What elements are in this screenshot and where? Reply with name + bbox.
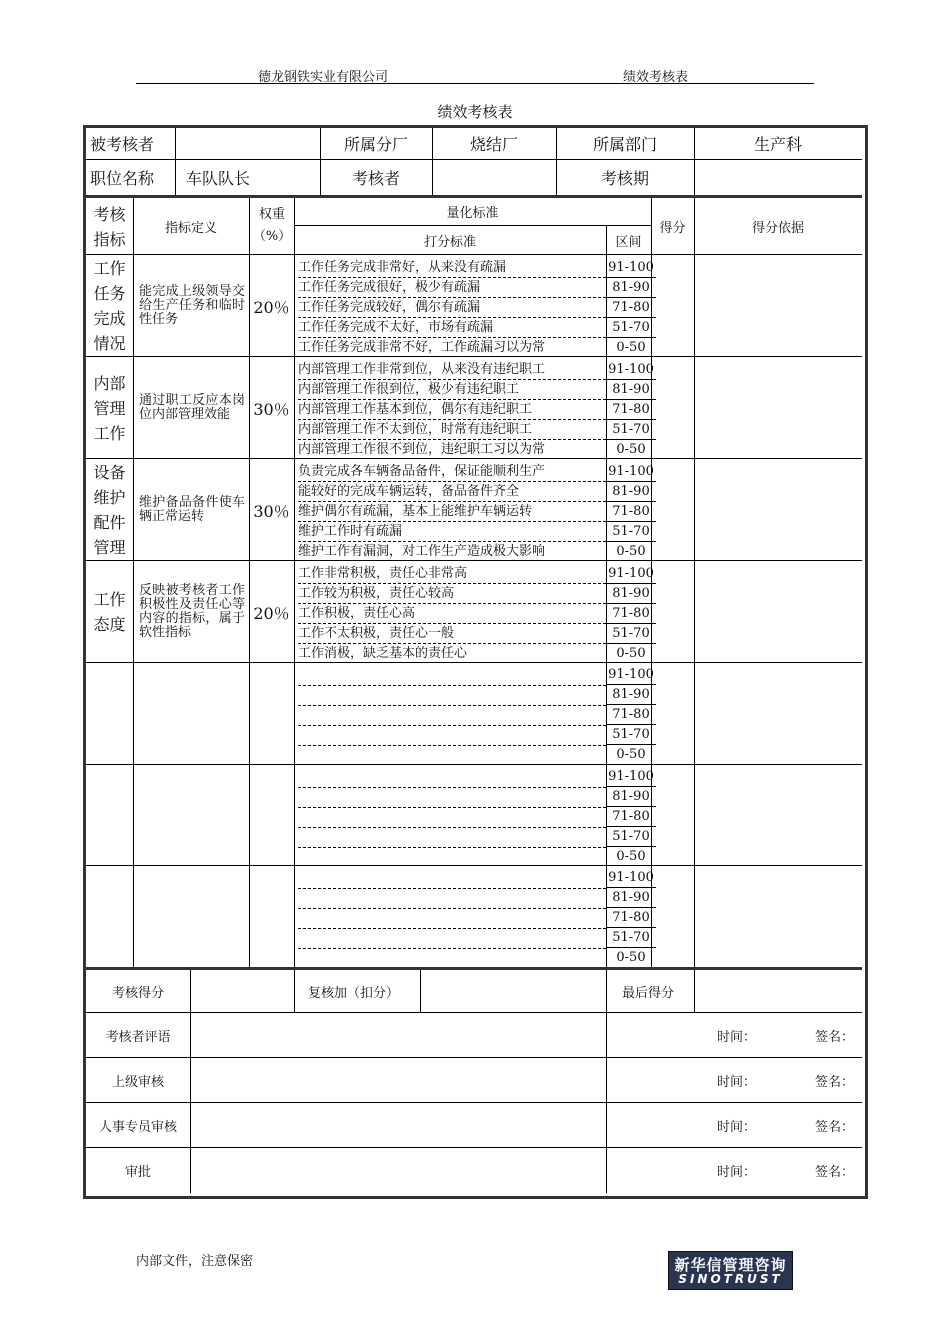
position-label: 职位名称: [90, 169, 155, 188]
final-label: 最后得分: [622, 985, 675, 1001]
comment-area[interactable]: [191, 1058, 606, 1102]
col-divider: [294, 970, 295, 1012]
blank-standard[interactable]: [298, 870, 606, 889]
range-value: 91-100: [606, 666, 656, 685]
block-divider: [86, 764, 862, 765]
scoring-standard: 维护偶尔有疏漏，基本上能维护车辆运转: [298, 503, 606, 522]
range-value: 81-90: [606, 889, 656, 908]
sign-label: 签名：: [815, 1029, 855, 1045]
scoring-standard: 负责完成各车辆备品备件，保证能顺利生产: [298, 463, 606, 482]
scoring-standard: 维护工作有漏洞，对工作生产造成极大影响: [298, 544, 546, 559]
scoring-standard: 内部管理工作很不到位，违纪职工习以为常: [298, 442, 546, 457]
range-value: 91-100: [606, 565, 656, 584]
range-value: 51-70: [606, 319, 656, 338]
col-score: 得分: [659, 220, 686, 236]
blank-standard[interactable]: [298, 829, 606, 848]
indicator-definition: 维护备品备件使车辆正常运转: [139, 495, 245, 524]
row-divider: [86, 254, 862, 255]
blank-standard[interactable]: [298, 809, 606, 828]
range-value: 91-100: [606, 259, 656, 278]
col-divider: [175, 128, 176, 195]
col-divider: [694, 198, 695, 968]
scoring-standard: 工作不太积极，责任心一般: [298, 625, 606, 644]
col-basis: 得分依据: [751, 220, 804, 236]
indicator-name: 工作任务完成情况: [93, 259, 126, 353]
signoff-label: 人事专员审核: [98, 1119, 177, 1135]
header-form-name: 绩效考核表: [623, 70, 689, 85]
time-label: 时间：: [717, 1074, 757, 1090]
position-value[interactable]: 车队队长: [186, 169, 251, 188]
range-value: 71-80: [606, 299, 656, 318]
col-divider: [606, 970, 607, 1193]
indicator-name: 内部管理工作: [93, 373, 126, 443]
sign-label: 签名：: [815, 1074, 855, 1090]
range-value: 71-80: [606, 503, 656, 522]
review-label: 复核加（扣分）: [308, 985, 400, 1001]
signoff-label: 上级审核: [111, 1074, 164, 1090]
range-value: 81-90: [606, 483, 656, 502]
examinee-value[interactable]: [180, 128, 320, 159]
range-value: 0-50: [616, 747, 646, 762]
indicator-definition: 通过职工反应本岗位内部管理效能: [139, 393, 245, 422]
scoring-standard: 工作非常积极，责任心非常高: [298, 565, 606, 584]
range-value: 91-100: [606, 361, 656, 380]
scoring-standard: 工作任务完成很好，极少有疏漏: [298, 279, 606, 298]
signoff-label: 审批: [124, 1165, 151, 1180]
scoring-standard: 工作任务完成不太好，市场有疏漏: [298, 319, 606, 338]
indicator-weight: 30％: [253, 501, 290, 521]
range-value: 91-100: [606, 463, 656, 482]
dept-label: 所属部门: [592, 135, 657, 154]
dept-value[interactable]: 生产科: [753, 135, 802, 154]
blank-standard[interactable]: [298, 687, 606, 706]
scoring-standard: 工作消极，缺乏基本的责任心: [298, 646, 468, 661]
period-value[interactable]: [694, 160, 862, 195]
range-value: 81-90: [606, 585, 656, 604]
blank-standard[interactable]: [298, 727, 606, 746]
range-value: 0-50: [616, 646, 646, 661]
scoring-standard: 工作积极，责任心高: [298, 605, 606, 624]
time-label: 时间：: [717, 1165, 757, 1180]
range-value: 81-90: [606, 686, 656, 705]
sinotrust-logo: [668, 1251, 793, 1290]
col-divider: [294, 198, 295, 968]
range-value: 0-50: [616, 340, 646, 355]
range-value: 51-70: [606, 726, 656, 745]
range-value: 91-100: [606, 768, 656, 787]
comment-area[interactable]: [191, 1148, 606, 1193]
score-label: 考核得分: [111, 985, 164, 1001]
review-value[interactable]: [420, 970, 606, 1012]
range-value: 71-80: [606, 909, 656, 928]
range-value: 81-90: [606, 381, 656, 400]
scoring-standard: 内部管理工作非常到位，从来没有违纪职工: [298, 361, 606, 380]
header-rule: [136, 83, 814, 84]
blank-standard[interactable]: [298, 667, 606, 686]
page-title: 绩效考核表: [437, 103, 513, 121]
col-scoring: 打分标准: [423, 234, 476, 250]
range-value: 0-50: [616, 442, 646, 457]
comment-area[interactable]: [191, 1013, 606, 1057]
col-indicator: 考核指标: [93, 205, 126, 249]
examinee-label: 被考核者: [90, 135, 155, 154]
col-definition: 指标定义: [164, 220, 217, 236]
score-value[interactable]: [190, 970, 294, 1012]
scoring-standard: 工作较为积极，责任心较高: [298, 585, 606, 604]
indicator-weight: 20％: [253, 603, 290, 623]
range-value: 51-70: [606, 625, 656, 644]
indicator-definition: 反映被考核者工作积极性及责任心等内容的指标，属于软性指标: [139, 583, 245, 640]
range-value: 51-70: [606, 929, 656, 948]
scoring-standard: 能较好的完成车辆运转，备品备件齐全: [298, 483, 606, 502]
examiner-label: 考核者: [351, 169, 400, 188]
examiner-value[interactable]: [432, 160, 556, 195]
range-value: 0-50: [616, 544, 646, 559]
comment-area[interactable]: [191, 1103, 606, 1147]
blank-standard[interactable]: [298, 910, 606, 929]
col-weight: 权重（%）: [252, 207, 292, 244]
scoring-standard: 内部管理工作基本到位，偶尔有违纪职工: [298, 401, 606, 420]
sign-label: 签名：: [815, 1165, 855, 1180]
col-quant: 量化标准: [446, 206, 499, 221]
scoring-standard: 内部管理工作不太到位，时常有违纪职工: [298, 421, 606, 440]
time-label: 时间：: [717, 1119, 757, 1135]
range-value: 81-90: [606, 279, 656, 298]
scoring-standard: 维护工作时有疏漏: [298, 523, 606, 542]
period-label: 考核期: [600, 169, 649, 188]
logo-text-en: SINOTRUST: [678, 1272, 783, 1286]
scoring-standard: 工作任务完成非常好，从来没有疏漏: [298, 259, 606, 278]
confidential-note: 内部文件，注意保密: [136, 1254, 254, 1269]
blank-standard[interactable]: [298, 930, 606, 949]
range-value: 91-100: [606, 869, 656, 888]
indicator-weight: 20％: [253, 297, 290, 317]
scoring-standard: 工作任务完成较好，偶尔有疏漏: [298, 299, 606, 318]
scoring-standard: 工作任务完成非常不好，工作疏漏习以为常: [298, 340, 546, 355]
branch-label: 所属分厂: [343, 135, 408, 154]
block-divider: [86, 865, 862, 866]
range-value: 51-70: [606, 421, 656, 440]
scoring-standard: 内部管理工作很到位，极少有违纪职工: [298, 381, 606, 400]
range-value: 0-50: [616, 849, 646, 864]
time-label: 时间：: [717, 1029, 757, 1045]
range-value: 71-80: [606, 401, 656, 420]
range-value: 51-70: [606, 523, 656, 542]
range-value: 51-70: [606, 828, 656, 847]
indicator-definition: 能完成上级领导交给生产任务和临时性任务: [139, 284, 245, 327]
indicator-name: 设备维护配件管理: [93, 463, 126, 557]
blank-standard[interactable]: [298, 890, 606, 909]
sign-label: 签名：: [815, 1119, 855, 1135]
range-value: 71-80: [606, 605, 656, 624]
indicator-name: 工作态度: [93, 590, 126, 634]
range-value: 0-50: [616, 950, 646, 965]
logo-text-cn: 新华信管理咨询: [674, 1256, 787, 1274]
final-value[interactable]: [694, 970, 862, 1012]
blank-standard[interactable]: [298, 769, 606, 788]
range-value: 81-90: [606, 788, 656, 807]
range-value: 71-80: [606, 706, 656, 725]
col-range: 区间: [615, 234, 642, 250]
branch-value[interactable]: 烧结厂: [469, 135, 518, 154]
blank-standard[interactable]: [298, 707, 606, 726]
blank-standard[interactable]: [298, 789, 606, 808]
range-value: 71-80: [606, 808, 656, 827]
header-company: 德龙钢铁实业有限公司: [258, 70, 389, 85]
indicator-weight: 30％: [253, 399, 290, 419]
signoff-label: 考核者评语: [105, 1029, 171, 1045]
